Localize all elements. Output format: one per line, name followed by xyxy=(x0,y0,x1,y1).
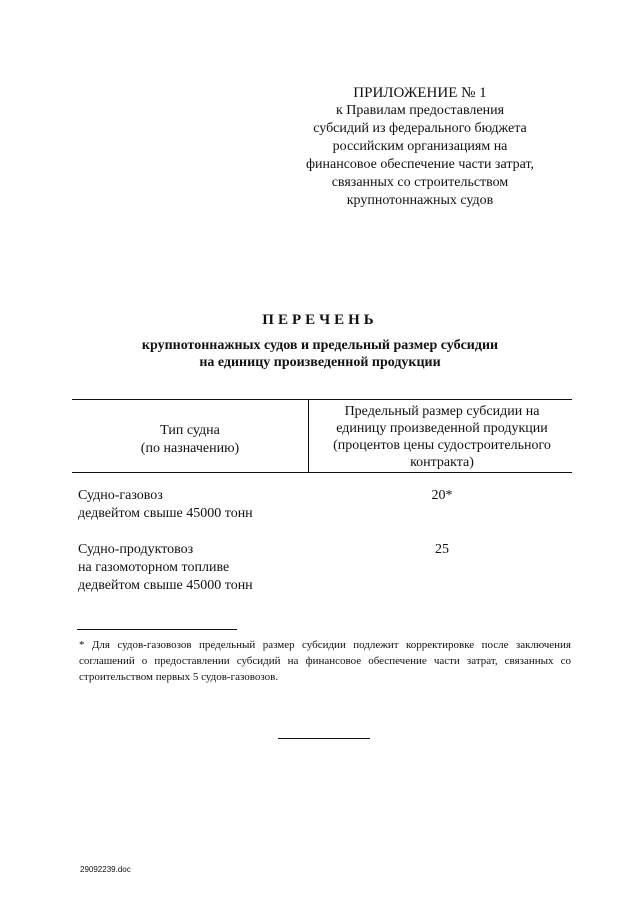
appendix-line: связанных со строительством xyxy=(331,175,509,190)
heading-subtitle-line: крупнотоннажных судов и предельный размер субсидии xyxy=(141,338,499,353)
header-subsidy-limit xyxy=(312,403,572,471)
vessel-type-cell xyxy=(78,487,308,523)
appendix-block xyxy=(300,84,540,210)
end-line xyxy=(278,738,370,739)
subsidy-value-cell: 25 xyxy=(435,542,449,557)
subsidy-value-cell: 20* xyxy=(431,488,453,503)
cell-text: Судно-газовоз xyxy=(78,488,163,503)
heading-title: ПЕРЕЧЕНЬ xyxy=(262,312,378,328)
table-header xyxy=(72,399,572,473)
column-divider xyxy=(308,400,309,472)
list-heading xyxy=(0,312,640,371)
appendix-line: к Правилам предоставления xyxy=(335,103,505,118)
footnote-separator xyxy=(77,629,237,630)
header-vessel-type xyxy=(72,422,308,458)
vessel-type-cell xyxy=(78,541,308,595)
header-text: единицу произведенной продукции xyxy=(336,421,548,436)
cell-text: на газомоторном топливе xyxy=(78,560,230,575)
appendix-line: крупнотоннажных судов xyxy=(346,193,494,208)
header-text: контракта) xyxy=(410,455,474,470)
document-id: 29092239.doc xyxy=(80,865,131,874)
heading-subtitle xyxy=(0,337,640,371)
header-text: Тип судна xyxy=(160,423,220,438)
cell-text: дедвейтом свыше 45000 тонн xyxy=(78,506,253,521)
appendix-line: российским организациям на xyxy=(332,139,508,154)
subsidy-table xyxy=(72,399,572,593)
header-text: (по назначению) xyxy=(140,441,240,456)
cell-text: дедвейтом свыше 45000 тонн xyxy=(78,578,253,593)
cell-text: Судно-продуктовоз xyxy=(78,542,194,557)
appendix-line: субсидий из федерального бюджета xyxy=(313,121,527,136)
appendix-title: ПРИЛОЖЕНИЕ № 1 xyxy=(353,85,487,101)
heading-subtitle-line: на единицу произведенной продукции xyxy=(199,355,441,370)
footnote: * Для судов-газовозов предельный размер субсидии подлежит корректировке после заключения соглашений о предоставлении субсидий на финансовое обеспечение части затрат, связанных со строительством первых 5 судов-газовозов. xyxy=(79,639,571,683)
header-text: Предельный размер субсидии на xyxy=(344,404,540,419)
header-text: (процентов цены судостроительного xyxy=(333,438,551,453)
appendix-line: финансовое обеспечение части затрат, xyxy=(305,157,535,172)
